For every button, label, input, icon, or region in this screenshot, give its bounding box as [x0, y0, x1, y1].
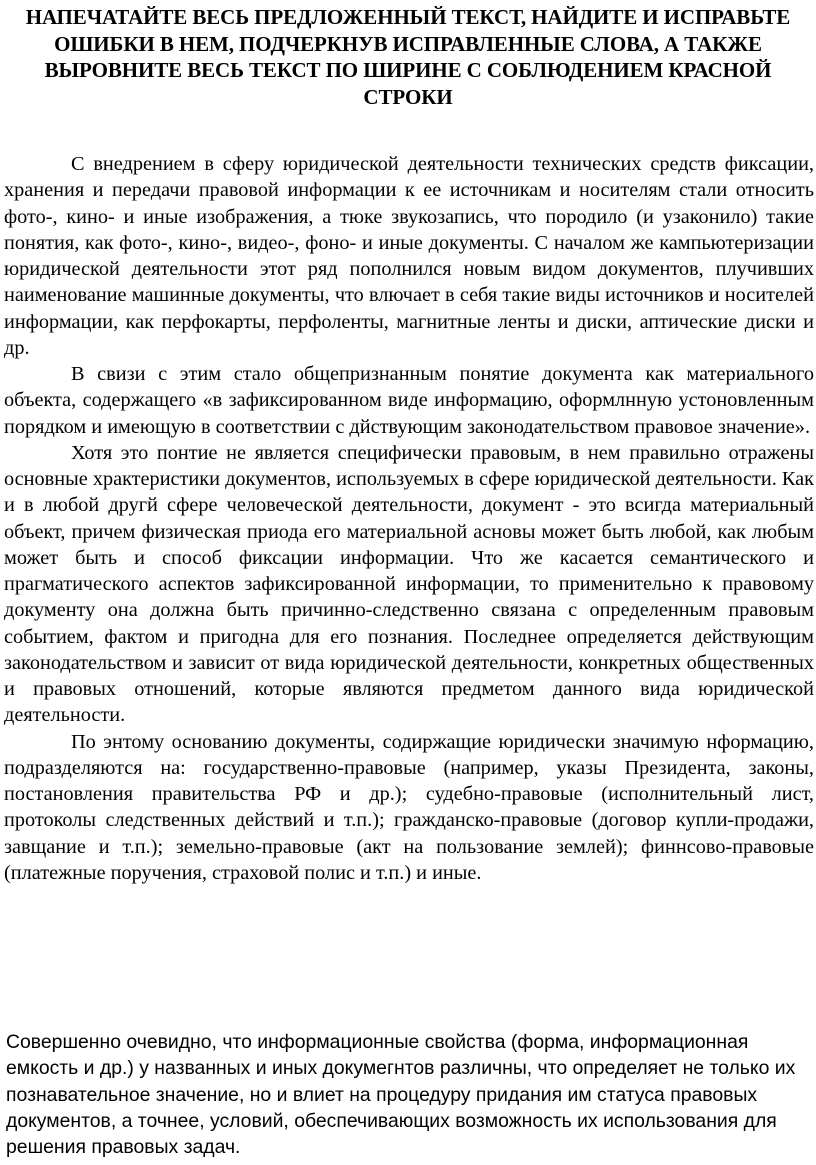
paragraph-2: В свизи с этим стало общепризнанным понятие документа как материального объекта, содержащего «в зафиксированном виде информацию, оформлнную устоновленным порядком и имеющую в соответствии с дйствующим законодательством правовое значение». — [4, 363, 814, 438]
closing-paragraph: Совершенно очевидно, что информационные свойства (форма, информационная емкость и др.) у названных и иных докумегнтов различны, что определяет не только их познавательное значение, но и влиет на процедуру придания им статуса правовых документов, а точнее, условий, обеспечивающих возможность их использования для решения правовых задач. — [6, 1031, 796, 1159]
document-title: НАПЕЧАТАЙТЕ ВЕСЬ ПРЕДЛОЖЕННЫЙ ТЕКСТ, НАЙДИТЕ И ИСПРАВЬТЕ ОШИБКИ В НЕМ, ПОДЧЕРКНУВ ИСПРАВЛЕННЫЕ СЛОВА, А ТАКЖЕ ВЫРОВНИТЕ ВЕСЬ ТЕКСТ ПО ШИРИНЕ С СОБЛЮДЕНИЕМ КРАСНОЙ СТРОКИ — [25, 5, 791, 109]
paragraph-4: По энтому основанию документы, содиржащие юридически значимую нформацию, подразделяются на: государственно-правовые (например, указы Президента, законы, постановления правительства РФ и др.); судебно-правовые (исполнительный лист, протоколы следственных действий и т.п.); гражданско-правовые (договор купли-продажи, завщание и т.п.); земельно-правовые (акт на пользование землей); финнсово-правовые (платежные поручения, страховой полис и т.п.) и иные. — [4, 730, 814, 884]
paragraph-1: С внедрением в сферу юридической деятельности технических средств фиксации, хранения и передачи правовой информации к ее источникам и носителям стали относить фото-, кино- и иные изображения, а тюке звукозапись, что породило (и узаконило) такие понятия, как фото-, кино-, видео-, фоно- и иные документы. С началом же кампьютеризации юридической деятельности этот ряд пополнился новым видом документов, плучивших наименование машинные документы, что влючает в себя такие виды источников и носителей информации, как перфокарты, перфоленты, магнитные ленты и диски, аптические диски и др. — [4, 153, 814, 359]
document-body — [4, 151, 814, 886]
paragraph-3: Хотя это понтие не является специфически правовым, в нем правильно отражены основные храктеристики документов, используемых в сфере юридической деятельности. Как и в любой другй сфере человеческой деятельности, документ - это всигда материальный объект, причем физическая приода его материальной асновы может быть любой, как любым может быть и способ фиксации информации. Что же касается семантического и прагматического аспектов зафиксированной информации, то применительно к правовому документу она должна быть причинно-следственно связана с определенным правовым событием, фактом и пригодна для его познания. Последнее определяется действующим законодательством и зависит от вида юридической деятельности, конкретных общественных и правовых отношений, которые являются предметом данного вида юридической деятельности. — [4, 441, 814, 727]
